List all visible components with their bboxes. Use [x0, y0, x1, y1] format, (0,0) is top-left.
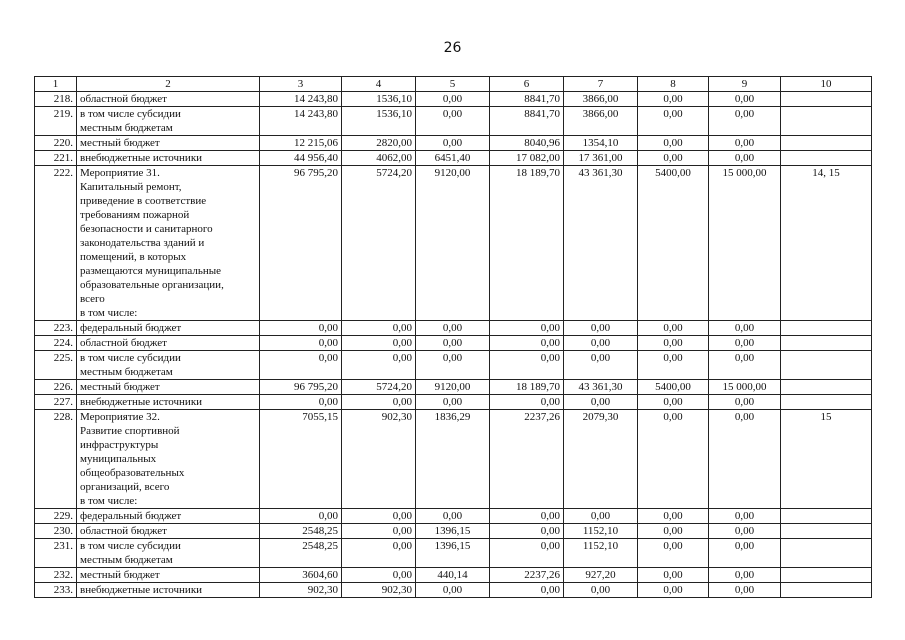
- table-row: [35, 151, 872, 166]
- value-col-4: 4062,00: [342, 151, 416, 166]
- value-col-4: 0,00: [342, 524, 416, 539]
- value-col-3: 3604,60: [260, 568, 342, 583]
- note-col-10: 15: [781, 410, 872, 509]
- value-col-7: 0,00: [564, 351, 638, 380]
- value-col-5: 0,00: [416, 509, 490, 524]
- column-header: 8: [638, 77, 709, 92]
- value-col-3: 0,00: [260, 336, 342, 351]
- value-col-5: 9120,00: [416, 166, 490, 321]
- row-description: областной бюджет: [77, 92, 260, 107]
- table-row: [35, 136, 872, 151]
- row-description: местный бюджет: [77, 568, 260, 583]
- value-col-8: 0,00: [638, 151, 709, 166]
- note-col-10: [781, 568, 872, 583]
- column-header: 6: [490, 77, 564, 92]
- row-number: 225.: [35, 351, 77, 380]
- row-description: федеральный бюджет: [77, 509, 260, 524]
- value-col-3: 2548,25: [260, 539, 342, 568]
- value-col-8: 0,00: [638, 395, 709, 410]
- value-col-7: 0,00: [564, 583, 638, 598]
- value-col-7: 0,00: [564, 321, 638, 336]
- note-col-10: [781, 321, 872, 336]
- row-number: 229.: [35, 509, 77, 524]
- value-col-9: 0,00: [709, 509, 781, 524]
- value-col-7: 1152,10: [564, 524, 638, 539]
- column-header: 4: [342, 77, 416, 92]
- table-row: [35, 321, 872, 336]
- value-col-5: 0,00: [416, 92, 490, 107]
- value-col-7: 3866,00: [564, 107, 638, 136]
- value-col-4: 0,00: [342, 336, 416, 351]
- value-col-7: 1152,10: [564, 539, 638, 568]
- value-col-3: 12 215,06: [260, 136, 342, 151]
- row-description: областной бюджет: [77, 524, 260, 539]
- value-col-8: 0,00: [638, 336, 709, 351]
- value-col-6: 17 082,00: [490, 151, 564, 166]
- value-col-6: 0,00: [490, 336, 564, 351]
- value-col-4: 1536,10: [342, 107, 416, 136]
- value-col-9: 0,00: [709, 336, 781, 351]
- row-number: 233.: [35, 583, 77, 598]
- row-description: Мероприятие 31. Капитальный ремонт, приведение в соответствие требованиям пожарной безопасности и санитарного законодательства зданий и помещений, в которых размещаются муниципальные образовательные организации, всего в том числе:: [77, 166, 260, 321]
- value-col-9: 0,00: [709, 410, 781, 509]
- row-description: местный бюджет: [77, 136, 260, 151]
- row-description: в том числе субсидии местным бюджетам: [77, 539, 260, 568]
- note-col-10: [781, 380, 872, 395]
- value-col-4: 902,30: [342, 583, 416, 598]
- value-col-9: 15 000,00: [709, 166, 781, 321]
- value-col-6: 8040,96: [490, 136, 564, 151]
- note-col-10: [781, 509, 872, 524]
- value-col-3: 7055,15: [260, 410, 342, 509]
- value-col-3: 2548,25: [260, 524, 342, 539]
- value-col-5: 0,00: [416, 336, 490, 351]
- row-number: 219.: [35, 107, 77, 136]
- row-description: внебюджетные источники: [77, 395, 260, 410]
- value-col-4: 0,00: [342, 321, 416, 336]
- value-col-9: 0,00: [709, 524, 781, 539]
- value-col-3: 0,00: [260, 509, 342, 524]
- value-col-3: 14 243,80: [260, 92, 342, 107]
- note-col-10: [781, 351, 872, 380]
- value-col-6: 0,00: [490, 524, 564, 539]
- value-col-4: 902,30: [342, 410, 416, 509]
- value-col-9: 0,00: [709, 321, 781, 336]
- note-col-10: [781, 539, 872, 568]
- value-col-8: 0,00: [638, 107, 709, 136]
- table-row: [35, 336, 872, 351]
- value-col-6: 2237,26: [490, 410, 564, 509]
- value-col-8: 0,00: [638, 539, 709, 568]
- budget-table: [34, 76, 872, 598]
- value-col-5: 1396,15: [416, 524, 490, 539]
- row-description: местный бюджет: [77, 380, 260, 395]
- row-number: 227.: [35, 395, 77, 410]
- note-col-10: [781, 151, 872, 166]
- row-number: 230.: [35, 524, 77, 539]
- value-col-8: 0,00: [638, 410, 709, 509]
- value-col-8: 0,00: [638, 321, 709, 336]
- value-col-7: 1354,10: [564, 136, 638, 151]
- row-number: 222.: [35, 166, 77, 321]
- value-col-6: 0,00: [490, 509, 564, 524]
- row-number: 228.: [35, 410, 77, 509]
- value-col-7: 0,00: [564, 395, 638, 410]
- value-col-8: 0,00: [638, 509, 709, 524]
- value-col-9: 0,00: [709, 395, 781, 410]
- value-col-4: 5724,20: [342, 380, 416, 395]
- value-col-8: 0,00: [638, 136, 709, 151]
- value-col-6: 18 189,70: [490, 380, 564, 395]
- note-col-10: [781, 92, 872, 107]
- value-col-5: 0,00: [416, 351, 490, 380]
- row-number: 231.: [35, 539, 77, 568]
- table-row: [35, 107, 872, 136]
- value-col-4: 0,00: [342, 539, 416, 568]
- value-col-5: 0,00: [416, 321, 490, 336]
- value-col-9: 0,00: [709, 539, 781, 568]
- value-col-4: 0,00: [342, 351, 416, 380]
- row-description: федеральный бюджет: [77, 321, 260, 336]
- value-col-4: 0,00: [342, 568, 416, 583]
- value-col-3: 902,30: [260, 583, 342, 598]
- value-col-6: 8841,70: [490, 92, 564, 107]
- value-col-7: 17 361,00: [564, 151, 638, 166]
- table-row: [35, 410, 872, 509]
- value-col-9: 0,00: [709, 136, 781, 151]
- value-col-3: 96 795,20: [260, 380, 342, 395]
- table-row: [35, 351, 872, 380]
- row-description: внебюджетные источники: [77, 583, 260, 598]
- header-row: [35, 77, 872, 92]
- value-col-7: 2079,30: [564, 410, 638, 509]
- table-row: [35, 395, 872, 410]
- table-row: [35, 380, 872, 395]
- row-number: 224.: [35, 336, 77, 351]
- value-col-8: 5400,00: [638, 380, 709, 395]
- row-number: 220.: [35, 136, 77, 151]
- column-header: 2: [77, 77, 260, 92]
- value-col-7: 3866,00: [564, 92, 638, 107]
- value-col-3: 44 956,40: [260, 151, 342, 166]
- value-col-8: 0,00: [638, 568, 709, 583]
- value-col-5: 0,00: [416, 107, 490, 136]
- note-col-10: [781, 583, 872, 598]
- value-col-8: 0,00: [638, 92, 709, 107]
- value-col-3: 0,00: [260, 351, 342, 380]
- value-col-7: 43 361,30: [564, 166, 638, 321]
- row-description: в том числе субсидии местным бюджетам: [77, 351, 260, 380]
- value-col-9: 0,00: [709, 107, 781, 136]
- value-col-9: 0,00: [709, 92, 781, 107]
- row-description: областной бюджет: [77, 336, 260, 351]
- row-number: 226.: [35, 380, 77, 395]
- value-col-6: 0,00: [490, 395, 564, 410]
- row-number: 223.: [35, 321, 77, 336]
- note-col-10: [781, 395, 872, 410]
- value-col-7: 0,00: [564, 336, 638, 351]
- row-description: в том числе субсидии местным бюджетам: [77, 107, 260, 136]
- value-col-6: 0,00: [490, 539, 564, 568]
- table-row: [35, 166, 872, 321]
- table-row: [35, 539, 872, 568]
- value-col-5: 0,00: [416, 583, 490, 598]
- note-col-10: [781, 336, 872, 351]
- column-header: 5: [416, 77, 490, 92]
- value-col-6: 0,00: [490, 321, 564, 336]
- value-col-3: 14 243,80: [260, 107, 342, 136]
- value-col-8: 0,00: [638, 351, 709, 380]
- note-col-10: [781, 136, 872, 151]
- row-number: 218.: [35, 92, 77, 107]
- table-row: [35, 92, 872, 107]
- value-col-3: 0,00: [260, 395, 342, 410]
- table-row: [35, 568, 872, 583]
- column-header: 7: [564, 77, 638, 92]
- value-col-9: 15 000,00: [709, 380, 781, 395]
- value-col-5: 9120,00: [416, 380, 490, 395]
- note-col-10: 14, 15: [781, 166, 872, 321]
- value-col-4: 2820,00: [342, 136, 416, 151]
- column-header: 10: [781, 77, 872, 92]
- value-col-9: 0,00: [709, 351, 781, 380]
- value-col-4: 5724,20: [342, 166, 416, 321]
- row-description: внебюджетные источники: [77, 151, 260, 166]
- note-col-10: [781, 524, 872, 539]
- value-col-6: 8841,70: [490, 107, 564, 136]
- column-header: 1: [35, 77, 77, 92]
- row-description: Мероприятие 32. Развитие спортивной инфраструктуры муниципальных общеобразовательных организаций, всего в том числе:: [77, 410, 260, 509]
- value-col-7: 0,00: [564, 509, 638, 524]
- table-row: [35, 524, 872, 539]
- value-col-5: 1836,29: [416, 410, 490, 509]
- row-number: 232.: [35, 568, 77, 583]
- value-col-5: 440,14: [416, 568, 490, 583]
- column-header: 9: [709, 77, 781, 92]
- value-col-5: 0,00: [416, 395, 490, 410]
- table-body: [35, 92, 872, 598]
- value-col-7: 43 361,30: [564, 380, 638, 395]
- value-col-3: 0,00: [260, 321, 342, 336]
- value-col-6: 0,00: [490, 583, 564, 598]
- value-col-6: 2237,26: [490, 568, 564, 583]
- value-col-8: 0,00: [638, 524, 709, 539]
- value-col-4: 1536,10: [342, 92, 416, 107]
- value-col-5: 6451,40: [416, 151, 490, 166]
- value-col-7: 927,20: [564, 568, 638, 583]
- value-col-4: 0,00: [342, 395, 416, 410]
- page-number: 26: [443, 40, 462, 56]
- note-col-10: [781, 107, 872, 136]
- value-col-6: 0,00: [490, 351, 564, 380]
- value-col-5: 0,00: [416, 136, 490, 151]
- value-col-4: 0,00: [342, 509, 416, 524]
- value-col-9: 0,00: [709, 568, 781, 583]
- row-number: 221.: [35, 151, 77, 166]
- table-row: [35, 583, 872, 598]
- value-col-3: 96 795,20: [260, 166, 342, 321]
- value-col-5: 1396,15: [416, 539, 490, 568]
- table-row: [35, 509, 872, 524]
- value-col-6: 18 189,70: [490, 166, 564, 321]
- value-col-8: 5400,00: [638, 166, 709, 321]
- value-col-9: 0,00: [709, 151, 781, 166]
- value-col-8: 0,00: [638, 583, 709, 598]
- column-header: 3: [260, 77, 342, 92]
- value-col-9: 0,00: [709, 583, 781, 598]
